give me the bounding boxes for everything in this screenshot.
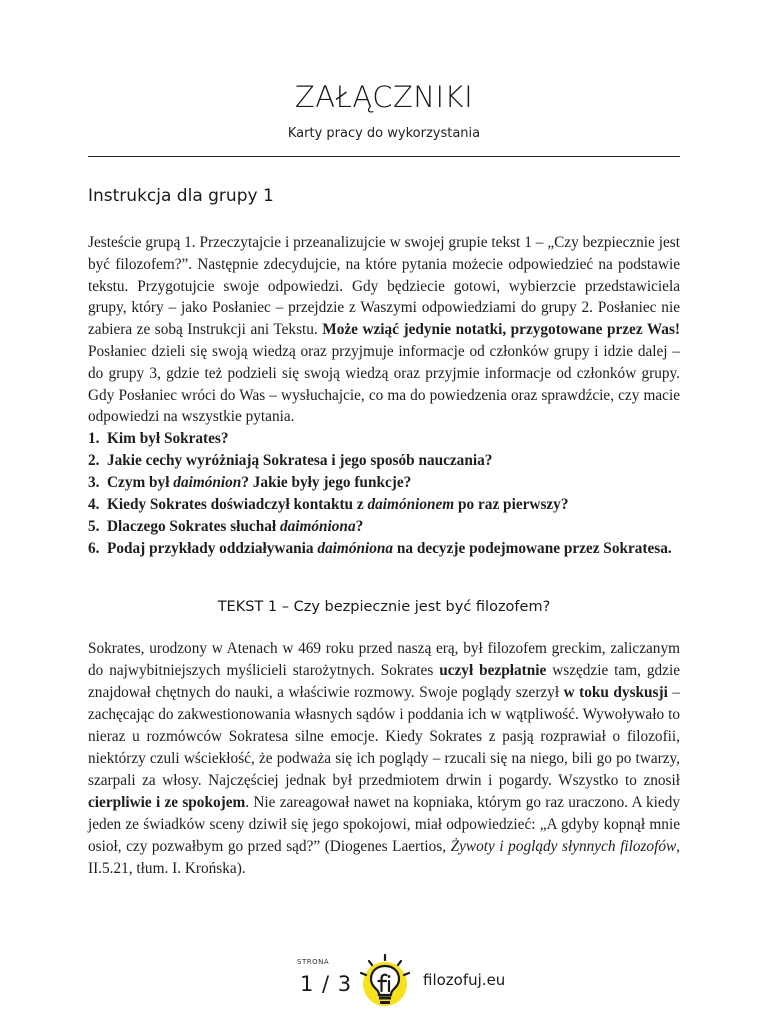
question-text-end: ? Jakie były jego funkcje? <box>241 474 412 491</box>
question-term: daimónion <box>173 474 242 491</box>
section-heading: Instrukcja dla grupy 1 <box>88 186 274 206</box>
page-label: STRONA <box>297 958 330 966</box>
question-text: Kim był Sokrates? <box>107 430 229 447</box>
text-body <box>88 638 680 880</box>
question-number: 4. <box>88 496 100 513</box>
page-number: 1 / 3 <box>300 972 353 996</box>
question-text-end: na decyzje podejmowane przez Sokratesa. <box>393 540 672 557</box>
question-item <box>88 538 688 560</box>
text-segment: . Nie zareagował nawet na kopniaka, którym go raz uraczono. A kiedy jeden ze świadków sceny dziwił się jego spokojowi, miał odpowiedzieć: „A gdyby kopnął mnie osioł, czy pozwałbym go przed sąd?” (Diogenes Laertios, <box>88 794 680 855</box>
question-text: Czym był <box>107 474 174 491</box>
question-text-end: po raz pierwszy? <box>454 496 569 513</box>
question-item <box>88 494 688 516</box>
question-item <box>88 516 688 538</box>
instruction-paragraph <box>88 232 680 428</box>
question-text: Dlaczego Sokrates słuchał <box>107 518 280 535</box>
question-list <box>88 428 688 560</box>
question-item <box>88 472 688 494</box>
question-term: daimóniona <box>279 518 356 535</box>
question-term: daimóniona <box>317 540 394 557</box>
question-number: 6. <box>88 540 100 557</box>
question-number: 2. <box>88 452 100 469</box>
lightbulb-logo-icon <box>356 953 414 1011</box>
text-title: TEKST 1 – Czy bezpiecznie jest być filozofem? <box>217 599 551 615</box>
question-number: 5. <box>88 518 100 535</box>
text-bold: uczył bezpłatnie <box>439 662 547 679</box>
instruction-text-2: Posłaniec dzieli się swoją wiedzą oraz przyjmuje informacje od członków grupy i idzie dalej – do grupy 3, gdzie też podzieli się swoją wiedzą oraz przyjmie informacje od członków grupy. Gdy Posłaniec wróci do Was – wysłuchajcie, co ma do powiedzenia oraz sprawdźcie, czy macie odpowiedzi na wszystkie pytania. <box>88 342 680 426</box>
instruction-text-1: Jesteście grupą 1. Przeczytajcie i przeanalizujcie w swojej grupie tekst 1 – „Czy bezpiecznie jest być filozofem?”. Następnie zdecydujcie, na które pytania możecie odpowiedzieć na podstawie tekstu. Przygotujcie swoje odpowiedzi. Gdy będziecie gotowi, wybierzcie przedstawiciela grupy, który – jako Posłaniec – przejdzie z Waszymi odpowiedziami do grupy 2. Posłaniec nie zabiera ze sobą Instrukcji ani Tekstu. <box>88 234 680 339</box>
question-text: Kiedy Sokrates doświadczył kontaktu z <box>107 496 368 513</box>
question-item <box>88 450 688 472</box>
question-text: Podaj przykłady oddziaływania <box>107 540 318 557</box>
question-text-end: ? <box>355 518 364 535</box>
text-segment: , II.5.21, tłum. I. Krońska). <box>88 838 680 877</box>
brand-name: filozofuj.eu <box>423 971 506 989</box>
header-divider <box>88 156 680 157</box>
text-segment: – zachęcając do zakwestionowania własnych sądów i poddania ich w wątpliwość. Wywoływało to nieraz u rozmówców Sokratesa silne emocje. Kiedy Sokrates z pasją rozprawiał o filozofii, niektórzy czuli wściekłość, że podważa się ich poglądy – rzucali się na niego, bili go po twarzy, szarpali za włosy. Najczęściej jednak był przedmiotem drwin i pogardy. Wszystko to znosił <box>88 684 680 789</box>
question-text: Jakie cechy wyróżniają Sokratesa i jego sposób nauczania? <box>107 452 493 469</box>
instruction-bold-note: Może wziąć jedynie notatki, przygotowane przez Was! <box>322 321 680 339</box>
question-number: 1. <box>88 430 100 447</box>
text-citation-title: Żywoty i poglądy słynnych filozofów <box>450 838 677 855</box>
question-item <box>88 428 688 450</box>
page-subtitle: Karty pracy do wykorzystania <box>287 126 481 141</box>
page-title: ZAŁĄCZNIKI <box>294 80 474 114</box>
text-bold: w toku dyskusji <box>563 684 668 701</box>
question-number: 3. <box>88 474 100 491</box>
question-term: daimónionem <box>367 496 455 513</box>
text-segment: wszędzie tam, gdzie znajdował chętnych do nauki, a właściwie rozmowy. Swoje poglądy szerzył <box>88 662 680 701</box>
text-segment: Sokrates, urodzony w Atenach w 469 roku przed naszą erą, był filozofem greckim, zaliczanym do najwybitniejszych myślicieli starożytnych. Sokrates <box>88 640 680 679</box>
text-bold: cierpliwie i ze spokojem <box>88 794 246 811</box>
